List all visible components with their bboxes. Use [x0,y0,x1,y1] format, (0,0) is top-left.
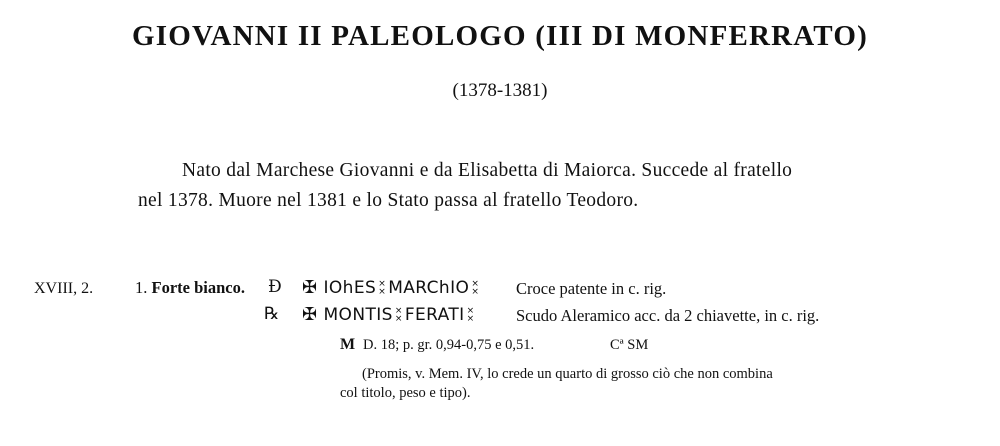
plate-reference: XVIII, 2. [34,280,94,297]
collections: Cª SM [610,337,649,353]
reverse-symbol: ℞ [264,304,280,324]
item-number: 1. [135,278,148,297]
note-line-1: (Promis, v. Mem. IV, lo crede un quarto di grosso ciò che non combina [362,366,773,382]
saltire-separator-icon: × × [378,279,387,297]
coin-specs: D. 18; p. gr. 0,94-0,75 e 0,51. [363,337,535,353]
obverse-description: Croce patente in c. rig. [516,279,667,298]
obverse-legend-word-2: MARChIO [388,278,470,298]
saltire-separator-icon: × × [394,306,403,324]
cross-icon: ✠ [302,277,318,298]
item-name: Forte bianco. [151,278,245,297]
obverse-legend [302,277,481,298]
reverse-legend-word-2: FERATI [404,305,465,325]
obverse-symbol: Ɖ [268,277,282,297]
saltire-separator-icon: × × [471,279,480,297]
intro-line-1: Nato dal Marchese Giovanni e da Elisabetta di Maiorca. Succede al fratello [182,160,793,181]
reverse-legend [302,304,477,325]
metal-symbol: M [340,336,356,353]
reverse-description: Scudo Aleramico acc. da 2 chiavette, in c. rig. [516,306,820,325]
cross-icon: ✠ [302,304,318,325]
note-line-2: col titolo, peso e tipo). [340,385,471,401]
saltire-separator-icon: × × [466,306,475,324]
catalog-item [135,278,245,298]
obverse-legend-word-1: IOhES [323,278,377,298]
intro-line-2: nel 1378. Muore nel 1381 e lo Stato passa al fratello Teodoro. [138,190,639,211]
reign-dates: (1378-1381) [452,80,548,101]
reverse-legend-word-1: MONTIS [323,305,393,325]
page-title: GIOVANNI II PALEOLOGO (III DI MONFERRATO) [132,20,868,52]
